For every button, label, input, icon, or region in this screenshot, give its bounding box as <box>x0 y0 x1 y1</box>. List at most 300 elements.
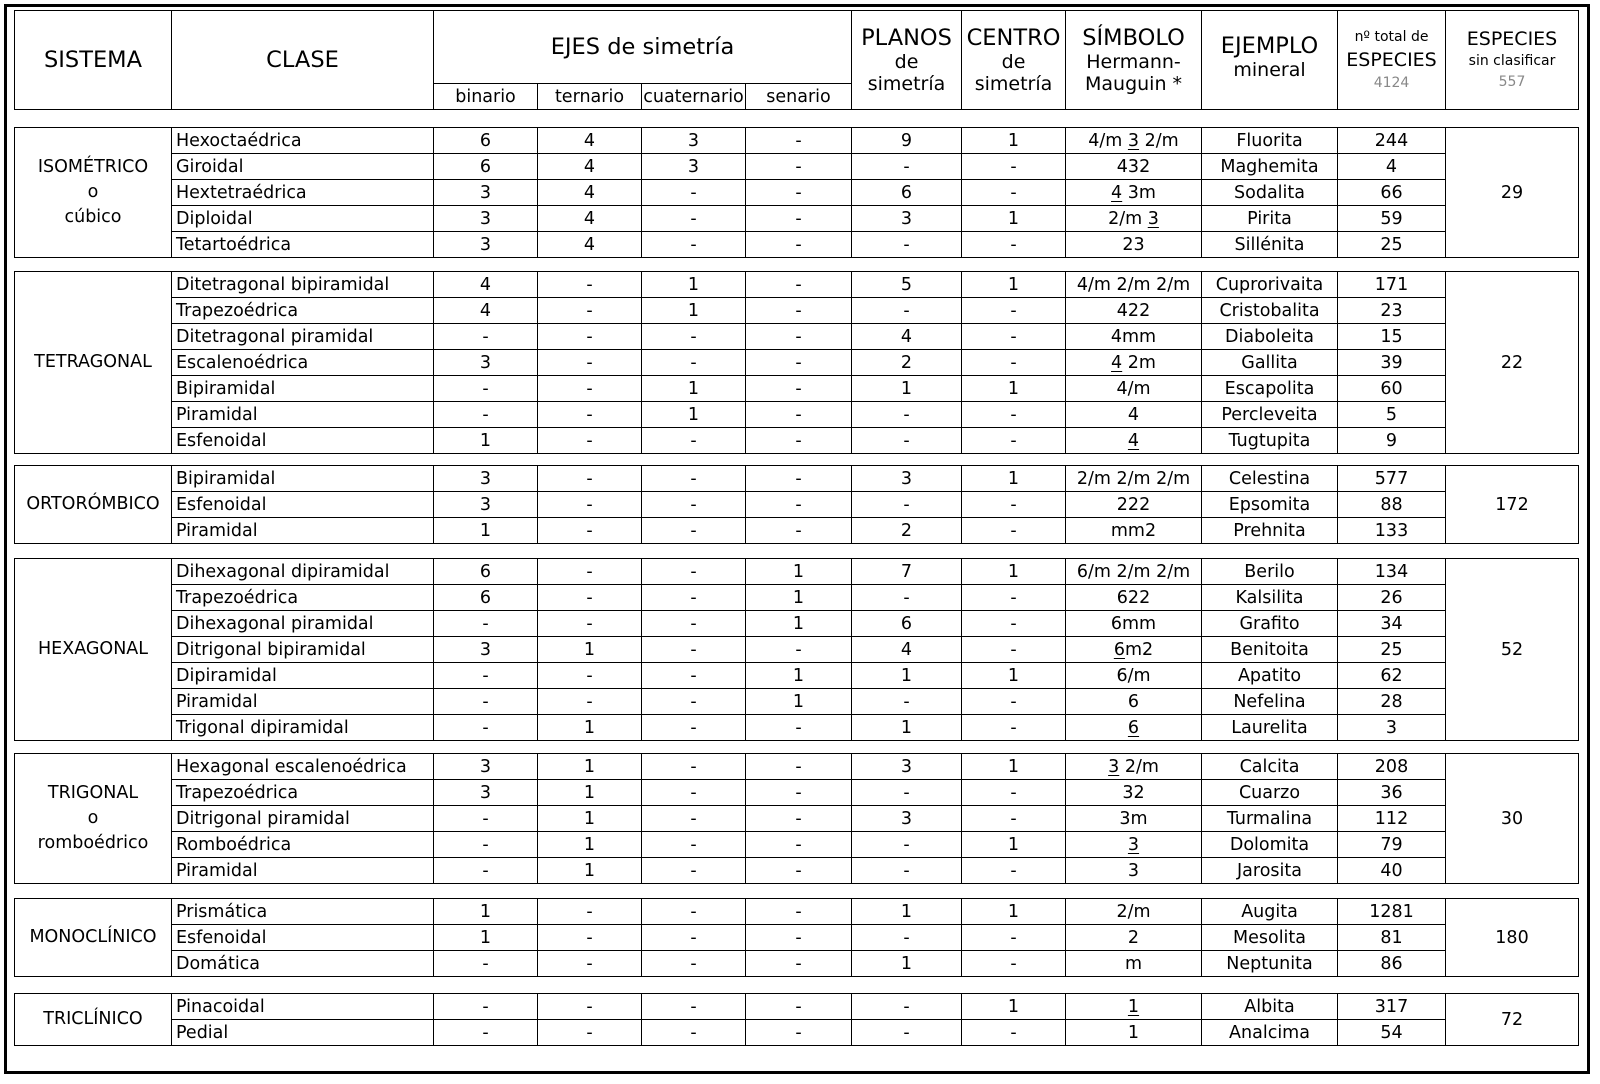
simbolo-cell: 1 <box>1066 1020 1202 1046</box>
planos-cell: - <box>852 858 962 884</box>
sin-clasificar-cell: 52 <box>1446 559 1579 741</box>
cuaternario-cell: - <box>642 466 746 492</box>
senario-cell: - <box>746 994 852 1020</box>
clase-cell: Domática <box>172 951 434 977</box>
group-table <box>14 465 1579 544</box>
planos-cell: - <box>852 402 962 428</box>
simbolo-cell: 6m2 <box>1066 637 1202 663</box>
planos-cell: - <box>852 925 962 951</box>
table-row <box>15 272 1579 298</box>
ejemplo-cell: Neptunita <box>1202 951 1338 977</box>
especies-cell: 26 <box>1338 585 1446 611</box>
clase-cell: Tetartoédrica <box>172 232 434 258</box>
planos-cell: - <box>852 1020 962 1046</box>
ternario-cell: - <box>538 899 642 925</box>
senario-cell: - <box>746 637 852 663</box>
header-total-especies: nº total de ESPECIES 4124 <box>1338 11 1446 110</box>
centro-cell: 1 <box>962 754 1066 780</box>
especies-cell: 59 <box>1338 206 1446 232</box>
simbolo-cell: 6mm <box>1066 611 1202 637</box>
group-table <box>14 271 1579 454</box>
clase-cell: Trapezoédrica <box>172 585 434 611</box>
ternario-cell: - <box>538 994 642 1020</box>
binario-cell: 3 <box>434 492 538 518</box>
centro-cell: 1 <box>962 466 1066 492</box>
clase-cell: Esfenoidal <box>172 492 434 518</box>
planos-cell: - <box>852 689 962 715</box>
planos-cell: 6 <box>852 180 962 206</box>
especies-cell: 577 <box>1338 466 1446 492</box>
group-table <box>14 127 1579 258</box>
cuaternario-cell: 1 <box>642 376 746 402</box>
table-row <box>15 689 1579 715</box>
ternario-cell: - <box>538 925 642 951</box>
clase-cell: Piramidal <box>172 518 434 544</box>
ejemplo-cell: Calcita <box>1202 754 1338 780</box>
table-row <box>15 154 1579 180</box>
planos-cell: - <box>852 492 962 518</box>
ejemplo-cell: Diaboleita <box>1202 324 1338 350</box>
cuaternario-cell: - <box>642 232 746 258</box>
cuaternario-cell: - <box>642 715 746 741</box>
sistema-cell: TETRAGONAL <box>15 272 172 454</box>
senario-cell: - <box>746 715 852 741</box>
cuaternario-cell: 1 <box>642 402 746 428</box>
simbolo-cell: 2/m 2/m 2/m <box>1066 466 1202 492</box>
simbolo-cell: 622 <box>1066 585 1202 611</box>
cuaternario-cell: - <box>642 780 746 806</box>
clase-cell: Trapezoédrica <box>172 780 434 806</box>
header-sistema: SISTEMA <box>15 11 172 110</box>
ternario-cell: - <box>538 324 642 350</box>
ejemplo-cell: Sillénita <box>1202 232 1338 258</box>
especies-cell: 34 <box>1338 611 1446 637</box>
senario-cell: - <box>746 780 852 806</box>
table-row <box>15 585 1579 611</box>
table-row <box>15 780 1579 806</box>
ejemplo-cell: Berilo <box>1202 559 1338 585</box>
binario-cell: - <box>434 402 538 428</box>
ternario-cell: - <box>538 689 642 715</box>
header-clase: CLASE <box>172 11 434 110</box>
senario-cell: - <box>746 1020 852 1046</box>
centro-cell: - <box>962 1020 1066 1046</box>
ejemplo-cell: Escapolita <box>1202 376 1338 402</box>
especies-cell: 317 <box>1338 994 1446 1020</box>
binario-cell: - <box>434 689 538 715</box>
clase-cell: Hexagonal escalenoédrica <box>172 754 434 780</box>
ternario-cell: - <box>538 428 642 454</box>
planos-cell: - <box>852 780 962 806</box>
simbolo-cell: 6/m <box>1066 663 1202 689</box>
simbolo-cell: 4 2m <box>1066 350 1202 376</box>
ejemplo-cell: Fluorita <box>1202 128 1338 154</box>
clase-cell: Piramidal <box>172 402 434 428</box>
clase-cell: Diploidal <box>172 206 434 232</box>
ternario-cell: 4 <box>538 154 642 180</box>
cuaternario-cell: - <box>642 899 746 925</box>
binario-cell: - <box>434 832 538 858</box>
ejemplo-cell: Tugtupita <box>1202 428 1338 454</box>
centro-cell: - <box>962 154 1066 180</box>
header-centro: CENTRO de simetría <box>962 11 1066 110</box>
especies-cell: 60 <box>1338 376 1446 402</box>
especies-cell: 66 <box>1338 180 1446 206</box>
centro-cell: 1 <box>962 376 1066 402</box>
especies-cell: 39 <box>1338 350 1446 376</box>
ternario-cell: 1 <box>538 832 642 858</box>
especies-cell: 81 <box>1338 925 1446 951</box>
centro-cell: 1 <box>962 206 1066 232</box>
senario-cell: 1 <box>746 585 852 611</box>
especies-cell: 5 <box>1338 402 1446 428</box>
especies-cell: 4 <box>1338 154 1446 180</box>
simbolo-cell: 222 <box>1066 492 1202 518</box>
group-table <box>14 558 1579 741</box>
table-row <box>15 466 1579 492</box>
ejemplo-cell: Turmalina <box>1202 806 1338 832</box>
table-row <box>15 376 1579 402</box>
senario-cell: - <box>746 272 852 298</box>
simbolo-cell: 422 <box>1066 298 1202 324</box>
simbolo-cell: 4 3m <box>1066 180 1202 206</box>
group-table <box>14 753 1579 884</box>
clase-cell: Bipiramidal <box>172 376 434 402</box>
cuaternario-cell: - <box>642 858 746 884</box>
binario-cell: - <box>434 1020 538 1046</box>
ternario-cell: 4 <box>538 128 642 154</box>
ejemplo-cell: Cuprorivaita <box>1202 272 1338 298</box>
centro-cell: - <box>962 925 1066 951</box>
ternario-cell: - <box>538 663 642 689</box>
planos-cell: - <box>852 832 962 858</box>
centro-cell: - <box>962 324 1066 350</box>
binario-cell: - <box>434 806 538 832</box>
especies-cell: 25 <box>1338 637 1446 663</box>
senario-cell: - <box>746 232 852 258</box>
cuaternario-cell: - <box>642 637 746 663</box>
header-table <box>14 10 1579 110</box>
simbolo-cell: mm2 <box>1066 518 1202 544</box>
binario-cell: 3 <box>434 466 538 492</box>
simbolo-cell: 6 <box>1066 715 1202 741</box>
binario-cell: - <box>434 994 538 1020</box>
binario-cell: 3 <box>434 350 538 376</box>
ejemplo-cell: Celestina <box>1202 466 1338 492</box>
centro-cell: - <box>962 715 1066 741</box>
planos-cell: 1 <box>852 663 962 689</box>
ejemplo-cell: Apatito <box>1202 663 1338 689</box>
ternario-cell: - <box>538 585 642 611</box>
centro-cell: - <box>962 780 1066 806</box>
simbolo-cell: 4/m 3 2/m <box>1066 128 1202 154</box>
clase-cell: Ditetragonal piramidal <box>172 324 434 350</box>
clase-cell: Esfenoidal <box>172 925 434 951</box>
table-row <box>15 754 1579 780</box>
table-row <box>15 559 1579 585</box>
senario-cell: - <box>746 376 852 402</box>
planos-cell: 1 <box>852 899 962 925</box>
planos-cell: 6 <box>852 611 962 637</box>
header-eje-ternario: ternario <box>538 84 642 110</box>
senario-cell: - <box>746 428 852 454</box>
planos-cell: 5 <box>852 272 962 298</box>
ternario-cell: - <box>538 518 642 544</box>
especies-cell: 88 <box>1338 492 1446 518</box>
especies-cell: 62 <box>1338 663 1446 689</box>
ejemplo-cell: Analcima <box>1202 1020 1338 1046</box>
ternario-cell: - <box>538 492 642 518</box>
planos-cell: 3 <box>852 206 962 232</box>
especies-cell: 54 <box>1338 1020 1446 1046</box>
header-planos: PLANOS de simetría <box>852 11 962 110</box>
especies-cell: 1281 <box>1338 899 1446 925</box>
simbolo-cell: 432 <box>1066 154 1202 180</box>
binario-cell: 1 <box>434 899 538 925</box>
ejemplo-cell: Albita <box>1202 994 1338 1020</box>
clase-cell: Giroidal <box>172 154 434 180</box>
header-eje-cuaternario: cuaternario <box>642 84 746 110</box>
clase-cell: Trapezoédrica <box>172 298 434 324</box>
especies-cell: 15 <box>1338 324 1446 350</box>
planos-cell: - <box>852 154 962 180</box>
senario-cell: - <box>746 492 852 518</box>
cuaternario-cell: - <box>642 754 746 780</box>
cuaternario-cell: - <box>642 925 746 951</box>
especies-cell: 112 <box>1338 806 1446 832</box>
ternario-cell: - <box>538 1020 642 1046</box>
ternario-cell: - <box>538 559 642 585</box>
senario-cell: - <box>746 899 852 925</box>
cuaternario-cell: - <box>642 1020 746 1046</box>
binario-cell: - <box>434 611 538 637</box>
ternario-cell: 1 <box>538 754 642 780</box>
especies-cell: 28 <box>1338 689 1446 715</box>
especies-cell: 25 <box>1338 232 1446 258</box>
clase-cell: Piramidal <box>172 689 434 715</box>
ternario-cell: - <box>538 376 642 402</box>
especies-cell: 133 <box>1338 518 1446 544</box>
ternario-cell: 1 <box>538 858 642 884</box>
group-table <box>14 898 1579 977</box>
centro-cell: 1 <box>962 899 1066 925</box>
cuaternario-cell: - <box>642 206 746 232</box>
binario-cell: - <box>434 715 538 741</box>
binario-cell: 3 <box>434 780 538 806</box>
planos-cell: - <box>852 232 962 258</box>
planos-cell: 3 <box>852 466 962 492</box>
binario-cell: 6 <box>434 128 538 154</box>
header-ejemplo: EJEMPLO mineral <box>1202 11 1338 110</box>
ejemplo-cell: Cuarzo <box>1202 780 1338 806</box>
table-row <box>15 637 1579 663</box>
ternario-cell: - <box>538 402 642 428</box>
clase-cell: Prismática <box>172 899 434 925</box>
cuaternario-cell: - <box>642 428 746 454</box>
sistema-cell: MONOCLÍNICO <box>15 899 172 977</box>
planos-cell: - <box>852 298 962 324</box>
ternario-cell: 1 <box>538 637 642 663</box>
cuaternario-cell: 1 <box>642 298 746 324</box>
sistema-cell: TRICLÍNICO <box>15 994 172 1046</box>
senario-cell: - <box>746 298 852 324</box>
table-row <box>15 899 1579 925</box>
ejemplo-cell: Percleveita <box>1202 402 1338 428</box>
planos-cell: 2 <box>852 518 962 544</box>
simbolo-cell: 6/m 2/m 2/m <box>1066 559 1202 585</box>
planos-cell: 1 <box>852 951 962 977</box>
binario-cell: 3 <box>434 206 538 232</box>
simbolo-cell: 4mm <box>1066 324 1202 350</box>
senario-cell: - <box>746 206 852 232</box>
binario-cell: 6 <box>434 154 538 180</box>
ternario-cell: - <box>538 466 642 492</box>
cuaternario-cell: - <box>642 518 746 544</box>
cuaternario-cell: - <box>642 663 746 689</box>
binario-cell: 3 <box>434 232 538 258</box>
simbolo-cell: m <box>1066 951 1202 977</box>
simbolo-cell: 23 <box>1066 232 1202 258</box>
binario-cell: - <box>434 376 538 402</box>
table-row <box>15 994 1579 1020</box>
simbolo-cell: 2/m 3 <box>1066 206 1202 232</box>
planos-cell: - <box>852 428 962 454</box>
table-row <box>15 492 1579 518</box>
especies-cell: 171 <box>1338 272 1446 298</box>
senario-cell: - <box>746 154 852 180</box>
centro-cell: - <box>962 689 1066 715</box>
planos-cell: 9 <box>852 128 962 154</box>
table-row <box>15 428 1579 454</box>
simbolo-cell: 4 <box>1066 402 1202 428</box>
senario-cell: - <box>746 832 852 858</box>
planos-cell: 1 <box>852 376 962 402</box>
especies-cell: 208 <box>1338 754 1446 780</box>
ejemplo-cell: Grafito <box>1202 611 1338 637</box>
senario-cell: - <box>746 128 852 154</box>
group-table <box>14 993 1579 1046</box>
table-row <box>15 324 1579 350</box>
binario-cell: 1 <box>434 925 538 951</box>
planos-cell: - <box>852 994 962 1020</box>
especies-cell: 3 <box>1338 715 1446 741</box>
header-simbolo: SÍMBOLO Hermann- Mauguin * <box>1066 11 1202 110</box>
clase-cell: Bipiramidal <box>172 466 434 492</box>
simbolo-cell: 3 <box>1066 832 1202 858</box>
clase-cell: Dihexagonal dipiramidal <box>172 559 434 585</box>
ternario-cell: - <box>538 611 642 637</box>
especies-cell: 79 <box>1338 832 1446 858</box>
table-row <box>15 1020 1579 1046</box>
cuaternario-cell: - <box>642 994 746 1020</box>
simbolo-cell: 2 <box>1066 925 1202 951</box>
ejemplo-cell: Kalsilita <box>1202 585 1338 611</box>
ternario-cell: - <box>538 350 642 376</box>
simbolo-cell: 4/m 2/m 2/m <box>1066 272 1202 298</box>
ejemplo-cell: Dolomita <box>1202 832 1338 858</box>
especies-cell: 36 <box>1338 780 1446 806</box>
ejemplo-cell: Laurelita <box>1202 715 1338 741</box>
cuaternario-cell: - <box>642 492 746 518</box>
senario-cell: - <box>746 754 852 780</box>
ternario-cell: 4 <box>538 206 642 232</box>
header-sin-clasificar: ESPECIES sin clasificar 557 <box>1446 11 1579 110</box>
senario-cell: 1 <box>746 689 852 715</box>
table-row <box>15 663 1579 689</box>
especies-cell: 9 <box>1338 428 1446 454</box>
ejemplo-cell: Pirita <box>1202 206 1338 232</box>
centro-cell: 1 <box>962 832 1066 858</box>
senario-cell: - <box>746 518 852 544</box>
planos-cell: 7 <box>852 559 962 585</box>
table-row <box>15 518 1579 544</box>
clase-cell: Romboédrica <box>172 832 434 858</box>
sin-clasificar-cell: 172 <box>1446 466 1579 544</box>
clase-cell: Pinacoidal <box>172 994 434 1020</box>
cuaternario-cell: - <box>642 324 746 350</box>
simbolo-cell: 3 2/m <box>1066 754 1202 780</box>
clase-cell: Ditrigonal bipiramidal <box>172 637 434 663</box>
senario-cell: - <box>746 180 852 206</box>
cuaternario-cell: - <box>642 806 746 832</box>
ternario-cell: 1 <box>538 780 642 806</box>
centro-cell: - <box>962 428 1066 454</box>
simbolo-cell: 1 <box>1066 994 1202 1020</box>
cuaternario-cell: 3 <box>642 128 746 154</box>
centro-cell: - <box>962 180 1066 206</box>
planos-cell: 3 <box>852 806 962 832</box>
table-row <box>15 806 1579 832</box>
ejemplo-cell: Mesolita <box>1202 925 1338 951</box>
simbolo-cell: 32 <box>1066 780 1202 806</box>
binario-cell: 6 <box>434 559 538 585</box>
senario-cell: - <box>746 466 852 492</box>
ejemplo-cell: Maghemita <box>1202 154 1338 180</box>
sin-clasificar-cell: 22 <box>1446 272 1579 454</box>
centro-cell: - <box>962 492 1066 518</box>
table-row <box>15 232 1579 258</box>
ternario-cell: 1 <box>538 806 642 832</box>
centro-cell: 1 <box>962 272 1066 298</box>
table-row <box>15 402 1579 428</box>
clase-cell: Esfenoidal <box>172 428 434 454</box>
centro-cell: - <box>962 350 1066 376</box>
especies-cell: 86 <box>1338 951 1446 977</box>
planos-cell: 4 <box>852 637 962 663</box>
clase-cell: Trigonal dipiramidal <box>172 715 434 741</box>
sistema-cell: ISOMÉTRICO o cúbico <box>15 128 172 258</box>
cuaternario-cell: - <box>642 559 746 585</box>
binario-cell: 1 <box>434 518 538 544</box>
planos-cell: 1 <box>852 715 962 741</box>
senario-cell: - <box>746 402 852 428</box>
table-row <box>15 925 1579 951</box>
simbolo-cell: 6 <box>1066 689 1202 715</box>
table-row <box>15 350 1579 376</box>
senario-cell: - <box>746 858 852 884</box>
ternario-cell: - <box>538 272 642 298</box>
centro-cell: - <box>962 402 1066 428</box>
sistema-cell: HEXAGONAL <box>15 559 172 741</box>
sistema-cell: ORTORÓMBICO <box>15 466 172 544</box>
centro-cell: 1 <box>962 994 1066 1020</box>
binario-cell: - <box>434 858 538 884</box>
cuaternario-cell: 1 <box>642 272 746 298</box>
ejemplo-cell: Augita <box>1202 899 1338 925</box>
centro-cell: - <box>962 232 1066 258</box>
ejemplo-cell: Gallita <box>1202 350 1338 376</box>
centro-cell: - <box>962 637 1066 663</box>
